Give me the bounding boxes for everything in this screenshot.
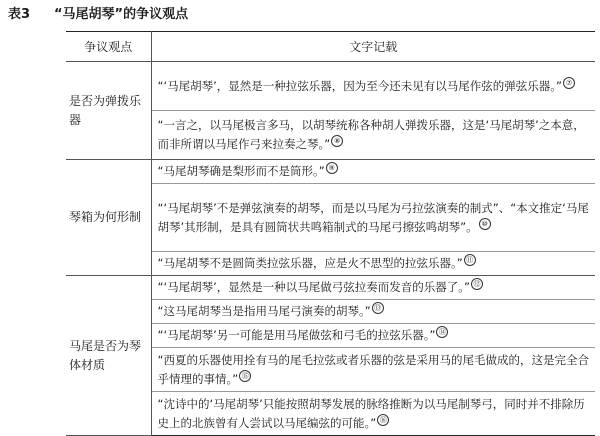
dispute-table [66,31,595,436]
quote-text: “这马尾胡琴当是指用马尾弓演奏的胡琴。” [157,304,371,318]
quote-text: “‘马尾胡琴’不是弹弦演奏的胡琴，而是以马尾为弓拉弦演奏的制式”、“本文推定‘马尾胡琴’其形制，是具有圆筒状共鸣箱制式的马尾弓擦弦鸣胡琴”。 [157,200,589,234]
footnote-marker: ⑫ [471,278,483,290]
footnote-marker: ⑧ [331,135,343,147]
category-cell: 是否为弹拨乐器 [66,62,151,160]
header-records: 文字记载 [151,32,595,62]
quote-cell [151,276,595,300]
quote-text: “‘马尾胡琴’另一可能是用马尾做弦和弓毛的拉弦乐器。” [157,328,436,342]
table-caption [8,4,188,26]
quote-text: “‘马尾胡琴’，显然是一种以马尾做弓弦拉奏而发音的乐器了。” [157,280,470,294]
quote-cell [151,252,595,276]
footnote-marker: ⑯ [377,414,389,426]
table-number: 表3 [8,7,31,22]
table-row [66,62,595,111]
quote-cell [151,324,595,348]
footnote-marker: ⑪ [464,254,476,266]
quote-text: “马尾胡琴不是圆筒类拉弦乐器，应是火不思型的拉弦乐器。” [157,256,463,270]
quote-text: “马尾胡琴确是梨形而不是筒形。” [157,164,325,178]
table-row [66,160,595,184]
quote-cell [151,348,595,392]
quote-text: “西夏的乐器使用拴有马的尾毛拉弦或者乐器的弦是采用马的尾毛做成的，这是完全合乎情理的事情。” [157,352,589,386]
category-cell: 马尾是否为琴体材质 [66,276,151,436]
quote-cell [151,184,595,252]
quote-cell [151,160,595,184]
quote-text: “一言之，以马尾极言多马，以胡琴统称各种胡人弹拨乐器，这是‘马尾胡琴’之本意，而非所谓以马尾作弓来拉奏之琴。” [157,118,585,151]
quote-cell [151,392,595,436]
footnote-marker: ⑬ [372,302,384,314]
footnote-marker: ⑦ [563,77,575,89]
quote-cell [151,300,595,324]
quote-text: “沈诗中的‘马尾胡琴’只能按照胡琴发展的脉络推断为以马尾制琴弓，同时并不排除历史上的北族曾有人尝试以马尾编弦的可能。” [157,396,585,430]
footnote-marker: ⑩ [479,218,491,230]
quote-text: “‘马尾胡琴’，显然是一种拉弦乐器，因为至今还未见有以马尾作弦的弹弦乐器。” [157,78,562,93]
table-row [66,276,595,300]
quote-cell [151,62,595,111]
quote-cell [151,111,595,160]
category-cell: 琴箱为何形制 [66,160,151,276]
table-title: “马尾胡琴”的争议观点 [54,7,189,22]
header-row [66,32,595,62]
footnote-marker: ⑨ [326,162,338,174]
footnote-marker: ⑮ [239,370,251,382]
header-dispute: 争议观点 [66,32,151,62]
footnote-marker: ⑭ [436,326,448,338]
